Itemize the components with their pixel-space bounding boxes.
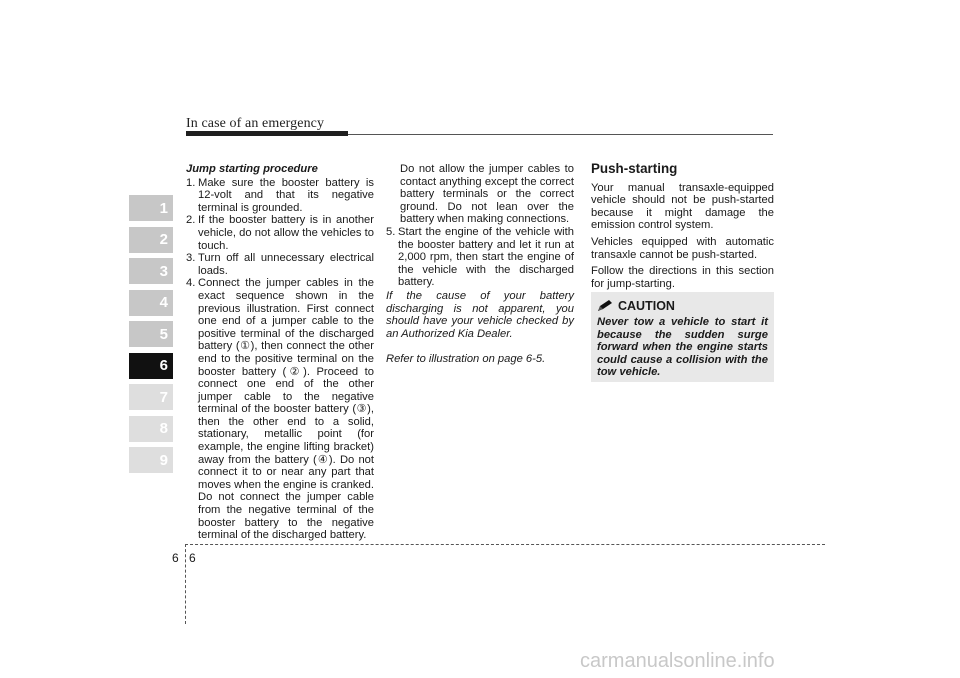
column-3 [591, 163, 774, 294]
caution-header [597, 299, 675, 313]
footer-rule [185, 544, 825, 545]
list-item [186, 277, 374, 541]
column-1 [186, 163, 374, 542]
column-2 [386, 163, 574, 366]
list-item [186, 214, 374, 252]
italic-note: If the cause of your battery discharging is not apparent, you should have your vehicle checked by an Authorized Kia Dealer. [386, 289, 574, 340]
section-title: In case of an emergency [186, 116, 325, 131]
list-item [386, 226, 574, 289]
chapter-tab-4[interactable]: 4 [129, 290, 173, 316]
list-number: 5. [386, 225, 396, 238]
list-text: Connect the jumper cables in the exact sequence shown in the previous illustration. First connect one end of a jumper cable to the positive terminal of the discharged battery (①), then connect the other end to the positive terminal on the booster battery (②). Proceed to connect one end of the other jumper cable to the negative terminal of the booster battery (③), then the other end to a solid, stationary, metallic point (for example, the engine lifting bracket) away from the battery (④). Do not connect it to or near any part that moves when the engine is cranked. Do not connect the jumper cable from the negative terminal of the booster battery to the negative terminal of the discharged battery. [198, 277, 374, 542]
list-number: 4. [186, 277, 196, 290]
list-item [186, 177, 374, 215]
list-continuation: Do not allow the jumper cables to contact anything except the correct battery terminals or the correct ground. Do not lean over the battery when making connections. [400, 163, 574, 226]
chapter-number: 6 [172, 551, 179, 565]
title-bar [186, 131, 348, 136]
list-item [186, 252, 374, 277]
list-number: 2. [186, 214, 196, 227]
paragraph: Follow the directions in this section for jump-starting. [591, 265, 774, 290]
list-text: Start the engine of the vehicle with the booster battery and let it run at 2,000 rpm, then start the engine of the vehicle with the discharged battery. [398, 225, 574, 289]
list-number: 1. [186, 176, 196, 189]
chapter-tab-3[interactable]: 3 [129, 258, 173, 284]
page-number: 6 [189, 551, 196, 565]
chapter-tab-9[interactable]: 9 [129, 447, 173, 473]
paragraph: Vehicles equipped with automatic transaxle cannot be push-started. [591, 235, 774, 261]
section-heading: Push-starting [591, 161, 678, 176]
watermark-text: carmanualsonline.info [580, 650, 775, 672]
list-text: Turn off all unnecessary electrical loads. [198, 252, 374, 277]
chapter-tab-5[interactable]: 5 [129, 321, 173, 347]
subheading: Jump starting procedure [186, 163, 318, 175]
caution-title: CAUTION [618, 299, 675, 313]
list-text: If the booster battery is in another vehicle, do not allow the vehicles to touch. [198, 214, 374, 252]
caution-text: Never tow a vehicle to start it because the sudden surge forward when the engine starts could cause a collision with the tow vehicle. [597, 316, 768, 379]
chapter-tabs [129, 195, 173, 479]
chapter-tab-8[interactable]: 8 [129, 416, 173, 442]
chapter-tab-7[interactable]: 7 [129, 384, 173, 410]
title-rule [348, 134, 773, 135]
caution-box [591, 292, 774, 382]
chapter-tab-6-active[interactable]: 6 [129, 353, 173, 379]
chapter-tab-1[interactable]: 1 [129, 195, 173, 221]
list-text: Make sure the booster battery is 12-volt and that its negative terminal is grounded. [198, 176, 374, 214]
paragraph: Your manual transaxle-equipped vehicle should not be push-started because it might damage the emission control system. [591, 181, 774, 232]
chapter-tab-2[interactable]: 2 [129, 227, 173, 253]
pencil-icon [597, 300, 613, 312]
refer-note: Refer to illustration on page 6-5. [386, 353, 546, 366]
footer-divider [185, 544, 186, 624]
list-number: 3. [186, 252, 196, 265]
